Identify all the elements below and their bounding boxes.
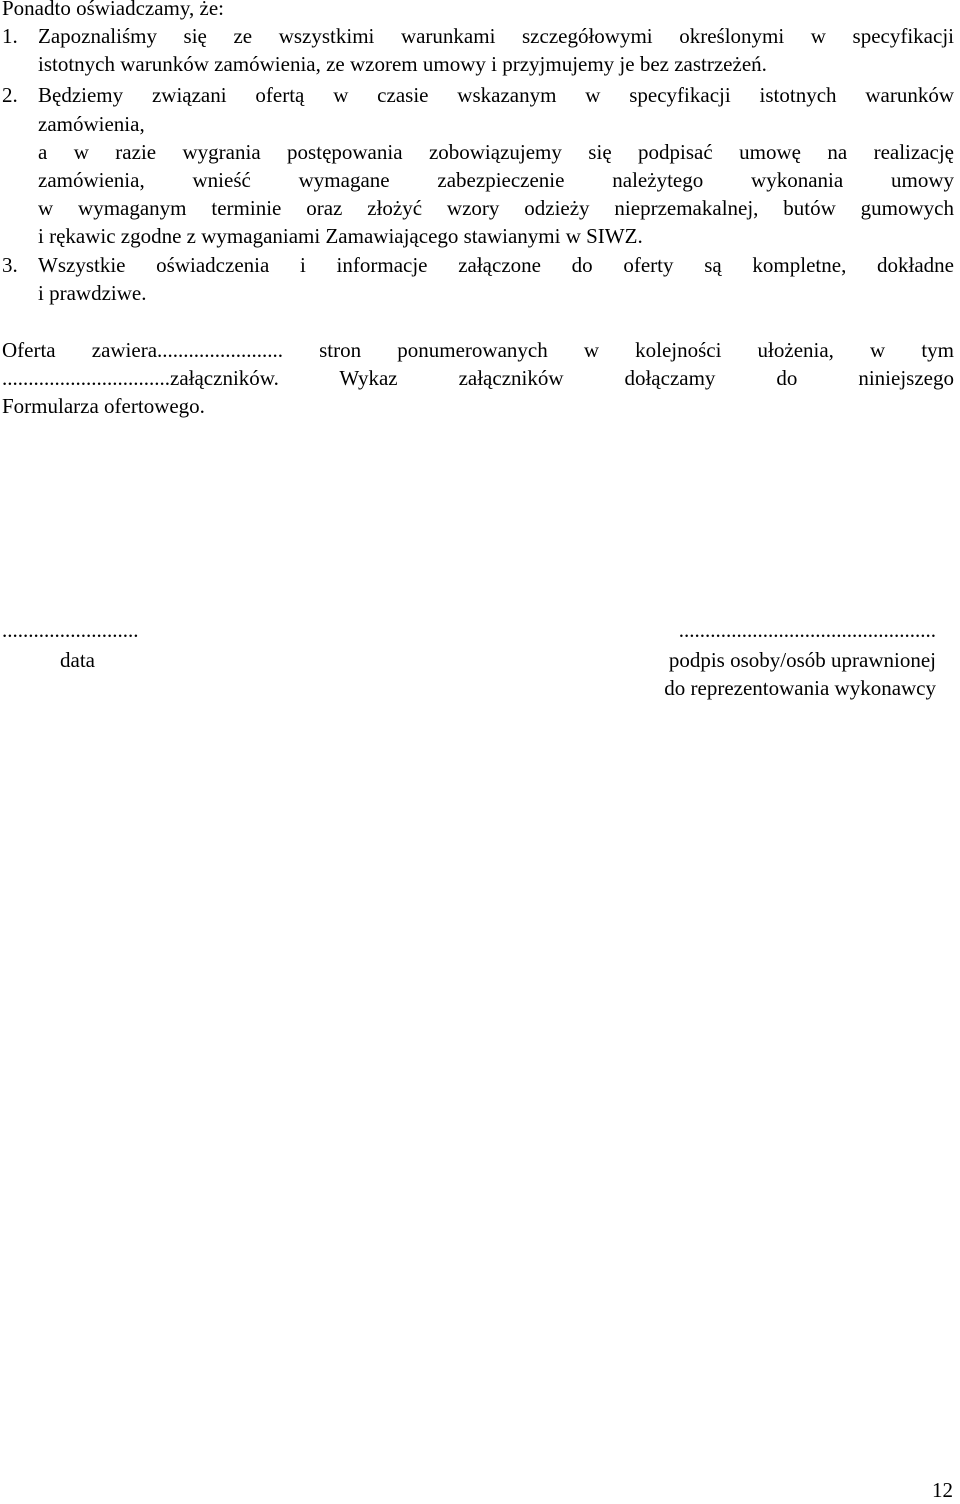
- offer-line-1: Oferta zawiera........................ stron ponumerowanych w kolejności ułożenia, w tym: [2, 338, 954, 362]
- item-2-line-5: w wymaganym terminie oraz złożyć wzory odzieży nieprzemakalnej, butów gumowych: [38, 196, 954, 220]
- date-label: data: [60, 648, 95, 672]
- signature-dots: .................................................: [678, 618, 936, 642]
- item-1-number: 1.: [2, 24, 18, 48]
- offer-line-3: Formularza ofertowego.: [2, 394, 205, 418]
- item-1-line-2: istotnych warunków zamówienia, ze wzorem umowy i przyjmujemy je bez zastrzeżeń.: [38, 52, 767, 76]
- item-2-line-3: a w razie wygrania postępowania zobowiązujemy się podpisać umowę na realizację: [38, 140, 954, 164]
- item-3-number: 3.: [2, 253, 18, 277]
- signature-label-1: podpis osoby/osób uprawnionej: [668, 648, 936, 672]
- item-2-number: 2.: [2, 83, 18, 107]
- item-2-line-1: Będziemy związani ofertą w czasie wskazanym w specyfikacji istotnych warunków: [38, 83, 954, 107]
- date-dots: ..........................: [2, 618, 139, 642]
- item-1-line-1: Zapoznaliśmy się ze wszystkimi warunkami szczegółowymi określonymi w specyfikacji: [38, 24, 954, 48]
- offer-line-2: ................................załączników. Wykaz załączników dołączamy do niniejszego: [2, 366, 954, 390]
- intro-text: Ponadto oświadczamy, że:: [2, 0, 224, 20]
- item-3-line-1: Wszystkie oświadczenia i informacje załączone do oferty są kompletne, dokładne: [38, 253, 954, 277]
- item-2-line-2: zamówienia,: [38, 112, 145, 136]
- item-3-line-2: i prawdziwe.: [38, 281, 147, 305]
- page-number: 12: [932, 1478, 953, 1502]
- item-2-line-6: i rękawic zgodne z wymaganiami Zamawiającego stawianymi w SIWZ.: [38, 224, 643, 248]
- item-2-line-4: zamówienia, wnieść wymagane zabezpieczenie należytego wykonania umowy: [38, 168, 954, 192]
- signature-label-2: do reprezentowania wykonawcy: [664, 676, 936, 700]
